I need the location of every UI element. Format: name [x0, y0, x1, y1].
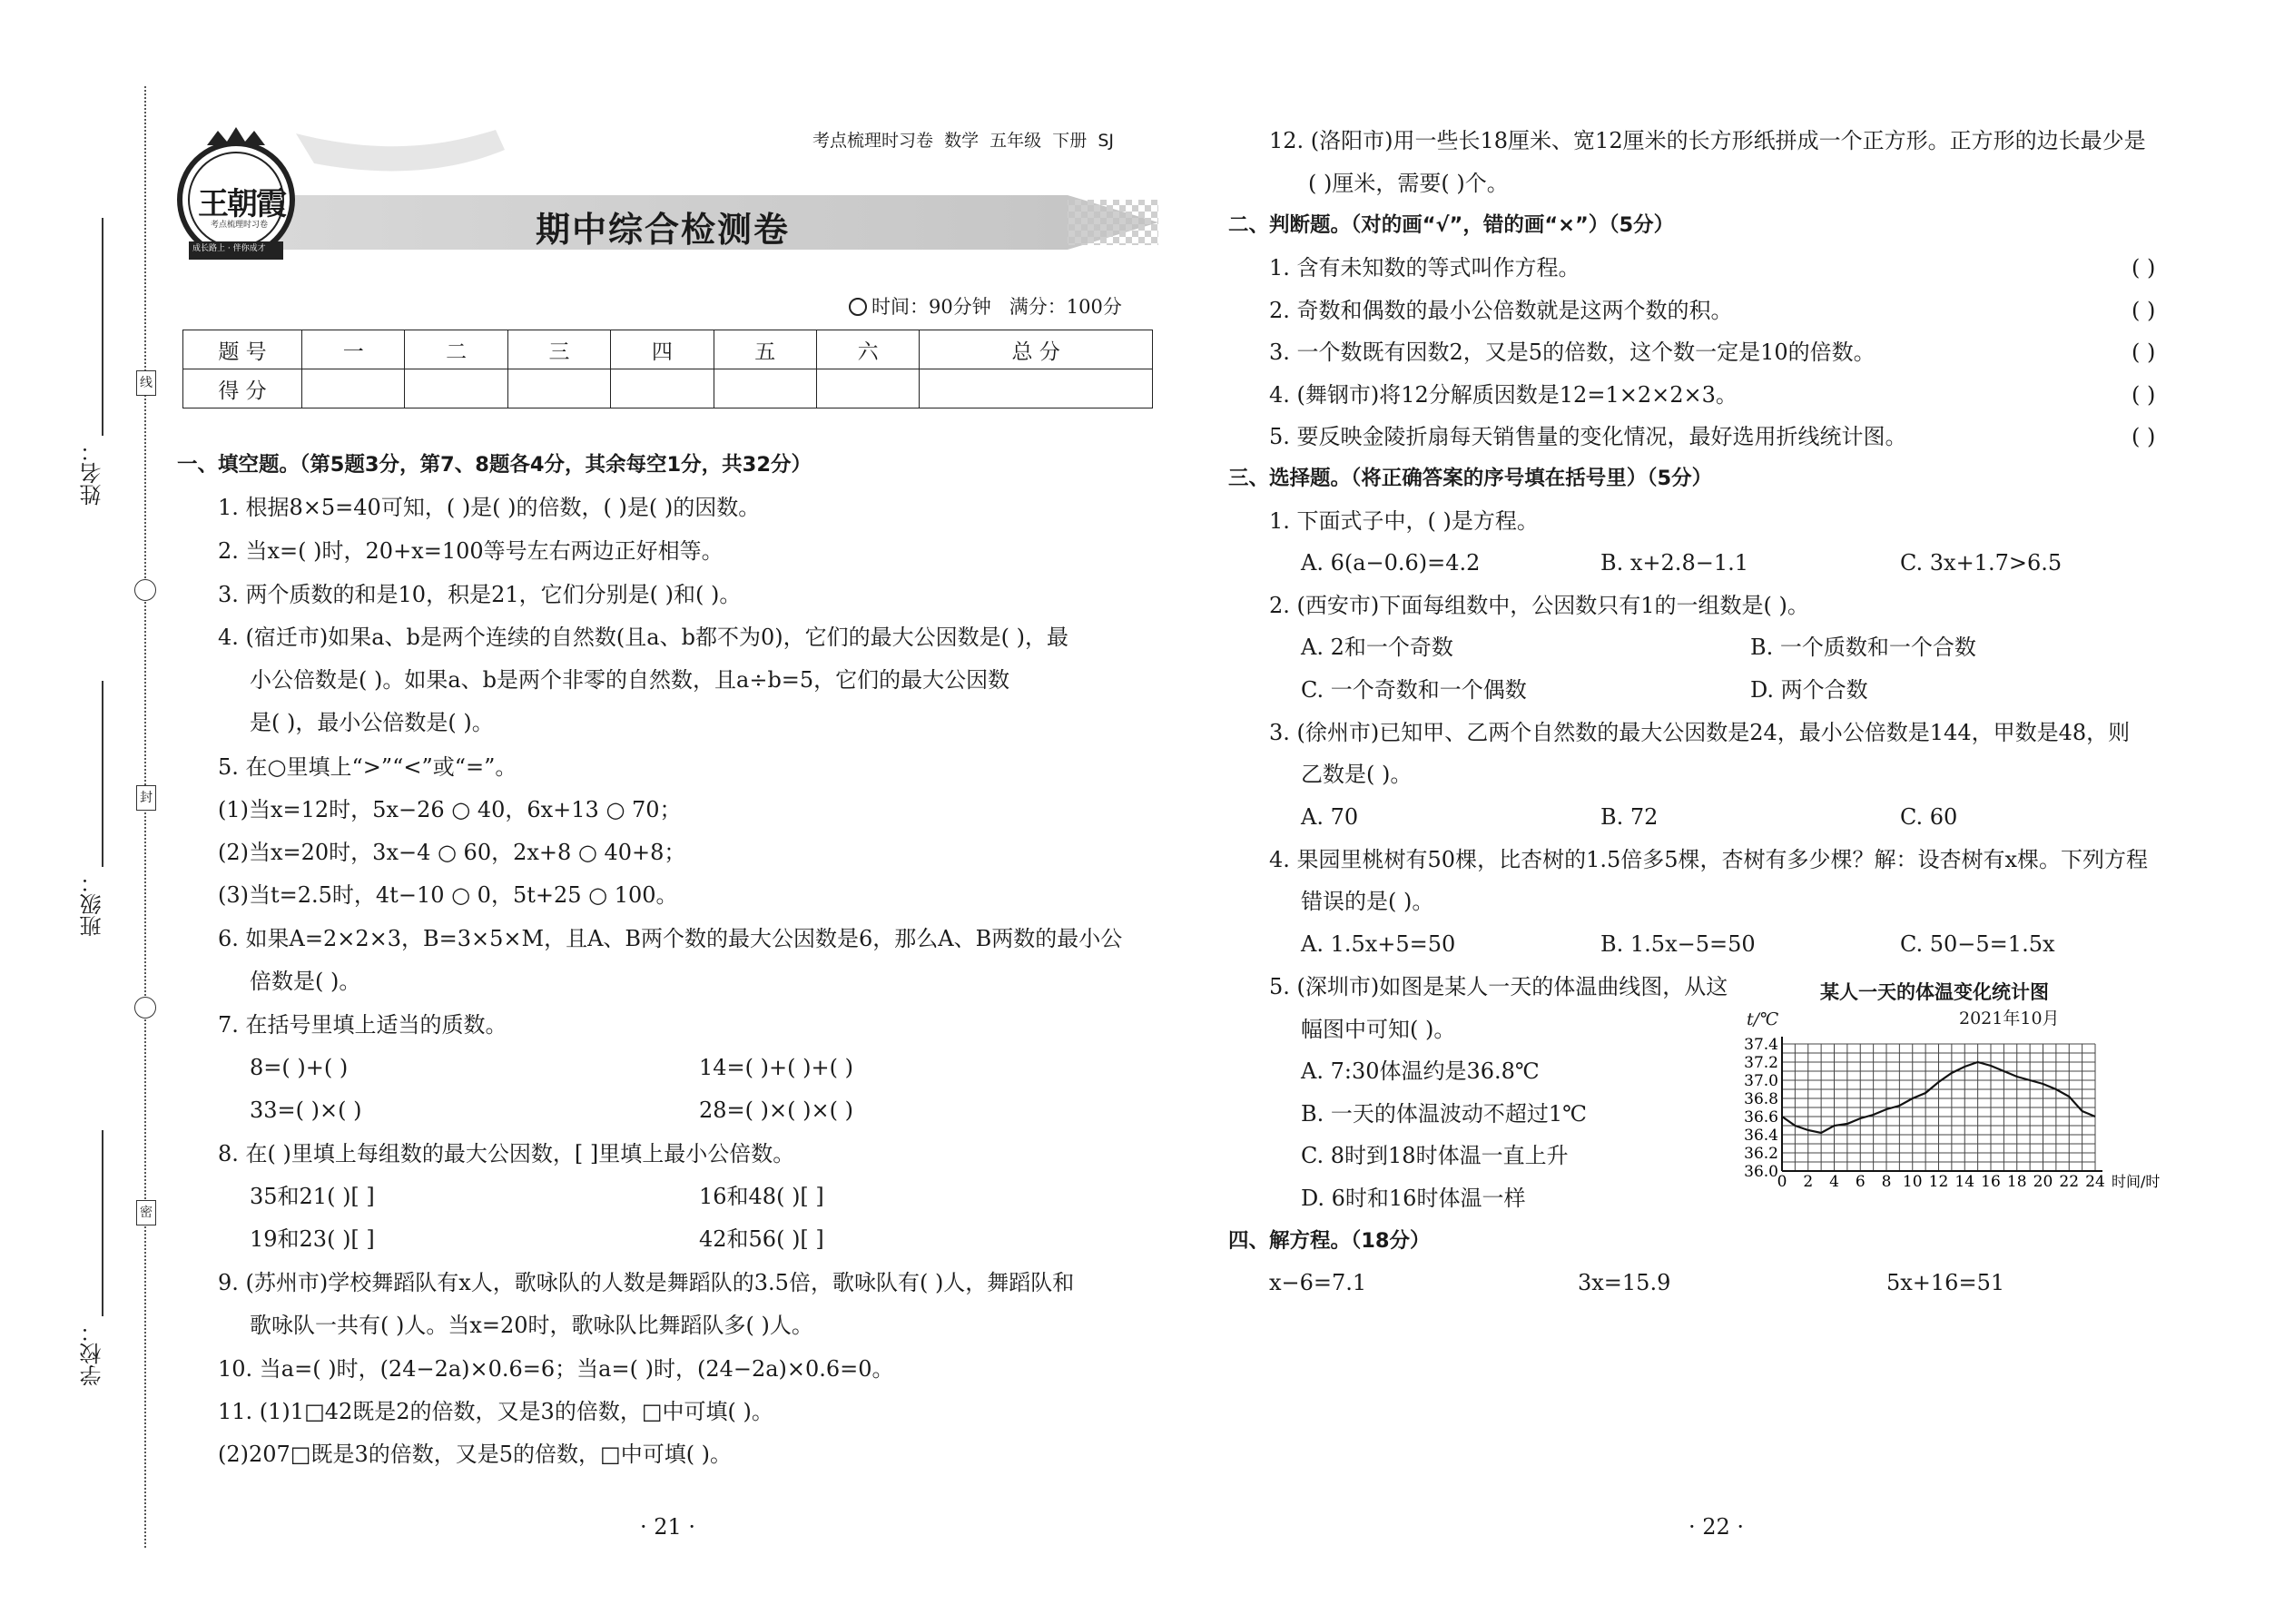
y-tick-label: 36.2	[1744, 1145, 1778, 1163]
option-a: A. 6(a−0.6)=4.2	[1301, 550, 1481, 576]
option-b: B. 一个质数和一个合数	[1750, 635, 1976, 660]
x-tick-label: 2	[1803, 1173, 1814, 1191]
chart-ylabel: t/℃	[1747, 1009, 1779, 1029]
page-title: 期中综合检测卷	[536, 210, 791, 250]
question-line: 5. (深圳市)如图是某人一天的体温曲线图，从这	[1269, 974, 1728, 999]
question-line: (2)207□既是3的倍数，又是5的倍数，□中可填( )。	[218, 1442, 733, 1467]
question-line: 19和23( )[ ]	[250, 1226, 375, 1252]
option-b: B. 72	[1600, 804, 1659, 830]
right-column	[1228, 0, 2209, 1624]
fold-dotted-line	[144, 86, 146, 1548]
seal-circle-icon	[134, 997, 156, 1019]
equation: 3x=15.9	[1578, 1270, 1671, 1295]
answer-paren[interactable]: ( )	[2132, 298, 2156, 323]
question-line: (2)当x=20时，3x−4 ○ 60，2x+8 ○ 40+8；	[218, 840, 686, 865]
option-b: B. x+2.8−1.1	[1600, 550, 1748, 576]
chart-subtitle: 2021年10月	[1959, 1009, 2060, 1029]
option-a: A. 70	[1301, 804, 1359, 830]
question-line: 16和48( )[ ]	[699, 1184, 824, 1209]
question-line: 歌咏队一共有( )人。当x=20时，歌咏队比舞蹈队多( )人。	[250, 1313, 813, 1338]
seal-mark-mi: 密	[136, 1200, 156, 1225]
table-cell: 五	[714, 330, 816, 369]
x-tick-label: 20	[2033, 1173, 2053, 1191]
question-line: (3)当t=2.5时，4t−10 ○ 0，5t+25 ○ 100。	[218, 882, 678, 908]
question-line: 4. (舞钢市)将12分解质因数是12=1×2×2×3。	[1269, 382, 1738, 408]
option-a: A. 2和一个奇数	[1301, 635, 1453, 660]
table-cell: 三	[507, 330, 610, 369]
question-line: 2. (西安市)下面每组数中，公因数只有1的一组数是( )。	[1269, 593, 1809, 618]
question-line: 5. 要反映金陵折扇每天销售量的变化情况，最好选用折线统计图。	[1269, 424, 1907, 449]
answer-paren[interactable]: ( )	[2132, 340, 2156, 365]
question-line: 12. (洛阳市)用一些长18厘米、宽12厘米的长方形纸拼成一个正方形。正方形的边长最少是	[1269, 128, 2146, 153]
y-tick-label: 36.6	[1744, 1108, 1778, 1127]
school-label: 学校：	[80, 1321, 105, 1386]
question-line: 14=( )+( )+( )	[699, 1055, 853, 1080]
section-heading: 三、选择题。（将正确答案的序号填在括号里）（5分）	[1228, 467, 1713, 490]
table-cell: 得 分	[183, 369, 302, 408]
table-cell: 题 号	[183, 330, 302, 369]
question-line: 幅图中可知( )。	[1301, 1017, 1456, 1042]
option-c: C. 一个奇数和一个偶数	[1301, 677, 1527, 703]
y-tick-label: 37.2	[1744, 1054, 1778, 1072]
question-line: 7. 在括号里填上适当的质数。	[218, 1012, 507, 1038]
section-heading: 一、填空题。（第5题3分，第7、8题各4分，其余每空1分，共32分）	[177, 453, 812, 477]
question-line: (1)当x=12时，5x−26 ○ 40，6x+13 ○ 70；	[218, 797, 682, 822]
class-label: 班级：	[80, 871, 105, 937]
table-cell: 六	[816, 330, 919, 369]
question-line: 33=( )×( )	[250, 1097, 362, 1123]
table-cell: 四	[611, 330, 714, 369]
question-line: 小公倍数是( )。如果a、b是两个非零的自然数，且a÷b=5，它们的最大公因数	[250, 667, 1010, 693]
answer-paren[interactable]: ( )	[2132, 255, 2156, 281]
seal-mark-seal: 封	[136, 785, 156, 811]
question-line: 10. 当a=( )时，(24−2a)×0.6=6；当a=( )时，(24−2a)×0.6=0。	[218, 1356, 894, 1382]
question-line: 4. (宿迁市)如果a、b是两个连续的自然数(且a、b都不为0)，它们的最大公因数是( )，最	[218, 625, 1068, 650]
temperature-chart	[1725, 1026, 2233, 1216]
question-line: 2. 当x=( )时，20+x=100等号左右两边正好相等。	[218, 538, 724, 564]
answer-paren[interactable]: ( )	[2132, 424, 2156, 449]
question-line: 6. 如果A=2×2×3，B=3×5×M，且A、B两个数的最大公因数是6，那么A、B两数的最小公	[218, 926, 1123, 951]
question-line: 2. 奇数和偶数的最小公倍数就是这两个数的积。	[1269, 298, 1733, 323]
question-line: 28=( )×( )×( )	[699, 1097, 853, 1123]
class-underline	[102, 681, 103, 867]
y-tick-label: 37.0	[1744, 1072, 1778, 1090]
seal-mark-line: 线	[136, 370, 156, 396]
x-tick-label: 16	[1981, 1173, 2001, 1191]
brand-slogan: 成长路上 · 伴你成才	[192, 244, 266, 253]
x-tick-label: 4	[1829, 1173, 1839, 1191]
option-c: C. 8时到18时体温一直上升	[1301, 1143, 1569, 1168]
question-line: 5. 在○里填上“>”“<”或“=”。	[218, 754, 517, 780]
equation: 5x+16=51	[1886, 1270, 2005, 1295]
question-line: 1. 含有未知数的等式叫作方程。	[1269, 255, 1580, 281]
section-heading: 二、判断题。（对的画“√”，错的画“×”）（5分）	[1228, 213, 1675, 237]
name-label: 姓名：	[80, 440, 105, 506]
question-line: 是( )，最小公倍数是( )。	[250, 710, 494, 735]
option-b: B. 1.5x−5=50	[1600, 931, 1756, 957]
seal-circle-icon	[134, 579, 156, 601]
question-line: 9. (苏州市)学校舞蹈队有x人，歌咏队的人数是舞蹈队的3.5倍，歌咏队有( )人，舞蹈队和	[218, 1270, 1075, 1295]
option-c: C. 60	[1900, 804, 1958, 830]
x-tick-label: 14	[1954, 1173, 1975, 1191]
page-number-right: · 22 ·	[1689, 1514, 1745, 1540]
question-line: 3. (徐州市)已知甲、乙两个自然数的最大公因数是24，最小公倍数是144，甲数是48，则	[1269, 720, 2131, 745]
question-line: 3. 两个质数的和是10，积是21，它们分别是( )和( )。	[218, 582, 742, 607]
option-a: A. 1.5x+5=50	[1301, 931, 1456, 957]
y-tick-label: 36.0	[1744, 1163, 1778, 1181]
left-column	[177, 0, 1157, 1624]
series-info: 考点梳理时习卷 数学 五年级 下册 SJ	[812, 131, 1114, 151]
section-heading: 四、解方程。（18分）	[1228, 1229, 1431, 1253]
x-tick-label: 12	[1928, 1173, 1949, 1191]
equation: x−6=7.1	[1269, 1270, 1367, 1295]
table-cell: 一	[302, 330, 405, 369]
question-line: 倍数是( )。	[250, 969, 361, 994]
y-tick-label: 36.8	[1744, 1090, 1778, 1108]
option-c: C. 3x+1.7>6.5	[1900, 550, 2063, 576]
option-a: A. 7:30体温约是36.8℃	[1301, 1058, 1540, 1084]
question-line: ( )厘米，需要( )个。	[1308, 171, 1509, 196]
brand-name: 王朝霞	[198, 186, 285, 222]
question-line: 3. 一个数既有因数2，又是5的倍数，这个数一定是10的倍数。	[1269, 340, 1876, 365]
table-cell: 二	[405, 330, 507, 369]
question-line: 4. 果园里桃树有50棵，比杏树的1.5倍多5棵，杏树有多少棵？解：设杏树有x棵。下列方程	[1269, 847, 2149, 872]
question-line: 42和56( )[ ]	[699, 1226, 824, 1252]
page-number-left: · 21 ·	[640, 1514, 696, 1540]
x-tick-label: 6	[1855, 1173, 1866, 1191]
y-tick-label: 36.4	[1744, 1127, 1778, 1145]
x-tick-label: 8	[1881, 1173, 1892, 1191]
option-c: C. 50−5=1.5x	[1900, 931, 2055, 957]
x-tick-label: 18	[2006, 1173, 2027, 1191]
table-cell: 总 分	[920, 330, 1153, 369]
x-tick-label: 22	[2059, 1173, 2080, 1191]
x-tick-label: 24	[2085, 1173, 2105, 1191]
chart-title: 某人一天的体温变化统计图	[1820, 981, 2049, 1003]
school-underline	[102, 1130, 103, 1316]
question-line: 1. 根据8×5=40可知，( )是( )的倍数，( )是( )的因数。	[218, 495, 761, 520]
option-d: D. 6时和16时体温一样	[1301, 1186, 1526, 1211]
x-axis-label: 时间/时	[2112, 1173, 2161, 1190]
question-line: 1. 下面式子中，( )是方程。	[1269, 508, 1539, 534]
x-tick-label: 10	[1902, 1173, 1923, 1191]
name-underline	[102, 218, 103, 436]
question-line: 乙数是( )。	[1301, 762, 1413, 787]
answer-paren[interactable]: ( )	[2132, 382, 2156, 408]
question-line: 35和21( )[ ]	[250, 1184, 375, 1209]
x-tick-label: 0	[1777, 1173, 1787, 1191]
option-d: D. 两个合数	[1750, 677, 1868, 703]
question-line: 错误的是( )。	[1301, 889, 1434, 914]
option-b: B. 一天的体温波动不超过1℃	[1301, 1101, 1588, 1127]
time-info: 时间：90分钟 满分：100分	[871, 296, 1122, 318]
y-tick-label: 37.4	[1744, 1036, 1778, 1054]
question-line: 11. (1)1□42既是2的倍数，又是3的倍数，□中可填( )。	[218, 1399, 773, 1424]
brand-subtitle: 考点梳理时习卷	[211, 221, 269, 230]
question-line: 8. 在( )里填上每组数的最大公因数，[ ]里填上最小公倍数。	[218, 1141, 795, 1166]
question-line: 8=( )+( )	[250, 1055, 349, 1080]
